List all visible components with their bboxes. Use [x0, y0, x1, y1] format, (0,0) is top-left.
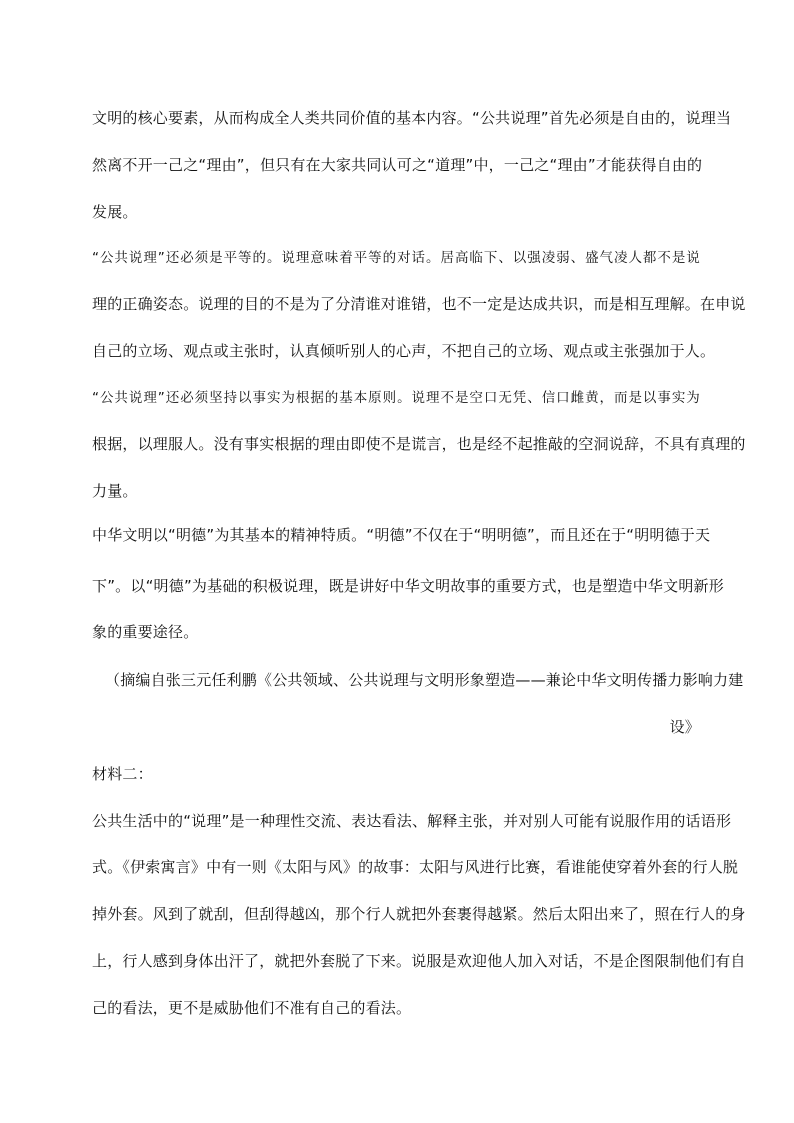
text-line: 中华文明以“明德”为其基本的精神特质。“明德”不仅在于“明明德”，而且还在于“明明德于天 [92, 526, 711, 544]
text-line: 力量。 [92, 482, 138, 500]
text-line: 然离不开一己之“理由”，但只有在大家共同认可之“道理”中，一己之“理由”才能获得自由的 [92, 156, 703, 174]
text-line: 自己的立场、观点或主张时，认真倾听别人的心声，不把自己的立场、观点或主张强加于人。 [92, 342, 716, 360]
text-line: 己的看法，更不是威胁他们不准有自己的看法。 [92, 999, 412, 1017]
text-line: 根据，以理服人。没有事实根据的理由即使不是谎言，也是经不起推敲的空洞说辞，不具有真理的 [92, 435, 746, 453]
text-line: 理的正确姿态。说理的目的不是为了分清谁对谁错，也不一定是达成共识，而是相互理解。在申说 [92, 295, 746, 313]
text-line: “公共说理”还必须坚持以事实为根据的基本原则。说理不是空口无凭、信口雌黄，而是以事实为 [92, 390, 700, 406]
text-line: 象的重要途径。 [92, 623, 199, 641]
citation-line: 设》 [669, 718, 700, 736]
text-line: 上，行人感到身体出汗了，就把外套脱了下来。说服是欢迎他人加入对话，不是企图限制他们有自 [92, 952, 746, 970]
text-line: 发展。 [92, 203, 138, 221]
text-line: 文明的核心要素，从而构成全人类共同价值的基本内容。“公共说理”首先必须是自由的，说理当 [92, 109, 732, 127]
text-line: “公共说理”还必须是平等的。说理意味着平等的对话。居高临下、以强凌弱、盛气凌人都不是说 [92, 250, 700, 266]
text-line: 掉外套。风到了就刮，但刮得越凶，那个行人就把外套裹得越紧。然后太阳出来了，照在行人的身 [92, 905, 746, 923]
section-heading: 材料二： [92, 765, 153, 783]
text-line: 下”。以“明德”为基础的积极说理，既是讲好中华文明故事的重要方式，也是塑造中华文明新形 [92, 577, 724, 595]
citation-line: （摘编自张三元任利鹏《公共领域、公共说理与文明形象塑造——兼论中华文明传播力影响力建 [105, 671, 744, 689]
text-line: 公共生活中的“说理”是一种理性交流、表达看法、解释主张，并对别人可能有说服作用的话语形 [92, 812, 732, 830]
text-line: 式。《伊索寓言》中有一则《太阳与风》的故事：太阳与风进行比赛，看谁能使穿着外套的行人脱 [92, 858, 739, 876]
